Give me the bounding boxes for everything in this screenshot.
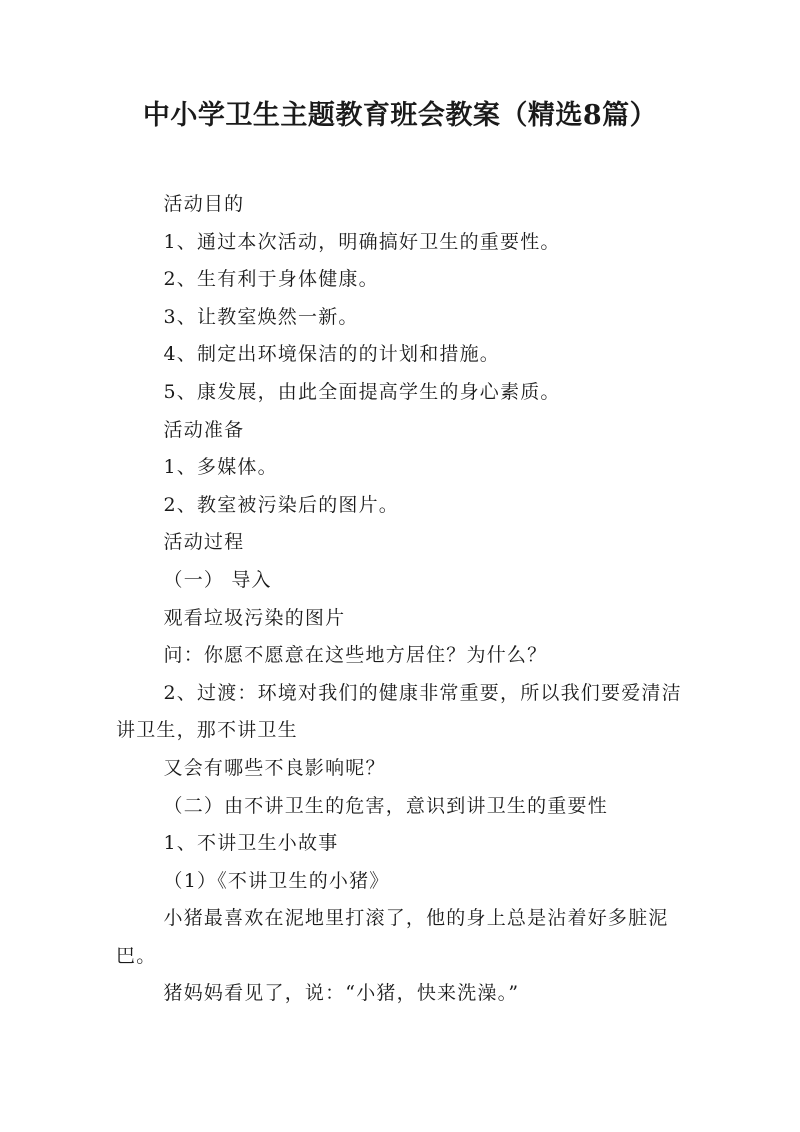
paragraph: 3、让教室焕然一新。 — [163, 305, 359, 328]
paragraph: 观看垃圾污染的图片 — [163, 606, 346, 629]
paragraph: 问：你愿不愿意在这些地方居住？为什么？ — [163, 644, 548, 667]
section-heading: 活动准备 — [163, 418, 245, 441]
document-body — [116, 186, 696, 1013]
section-heading: 活动过程 — [163, 531, 245, 554]
paragraph: 小猪最喜欢在泥地里打滚了，他的身上总是沾着好多脏泥巴。 — [116, 907, 669, 967]
section-heading: 活动目的 — [163, 193, 245, 215]
paragraph: 2、教室被污染后的图片。 — [163, 493, 399, 516]
paragraph: 猪妈妈看见了，说：“小猪，快来洗澡。” — [163, 982, 520, 1005]
subsection-heading: （二）由不讲卫生的危害，意识到讲卫生的重要性 — [163, 794, 608, 817]
paragraph: 5、康发展，由此全面提高学生的身心素质。 — [163, 380, 561, 403]
paragraph: 4、制定出环境保洁的的计划和措施。 — [163, 343, 500, 366]
paragraph: 2、过渡：环境对我们的健康非常重要，所以我们要爱清洁讲卫生，那不讲卫生 — [116, 681, 682, 742]
subsection-heading: （一） 导入 — [163, 568, 272, 591]
paragraph: 1、通过本次活动，明确搞好卫生的重要性。 — [163, 230, 561, 253]
paragraph: （1）《不讲卫生的小猪》 — [163, 869, 390, 892]
paragraph: 2、生有利于身体健康。 — [163, 268, 379, 291]
document-title: 中小学卫生主题教育班会教案（精选8篇） — [142, 100, 658, 131]
paragraph: 又会有哪些不良影响呢？ — [163, 756, 386, 779]
paragraph: 1、多媒体。 — [163, 456, 278, 479]
paragraph: 1、不讲卫生小故事 — [163, 832, 339, 855]
